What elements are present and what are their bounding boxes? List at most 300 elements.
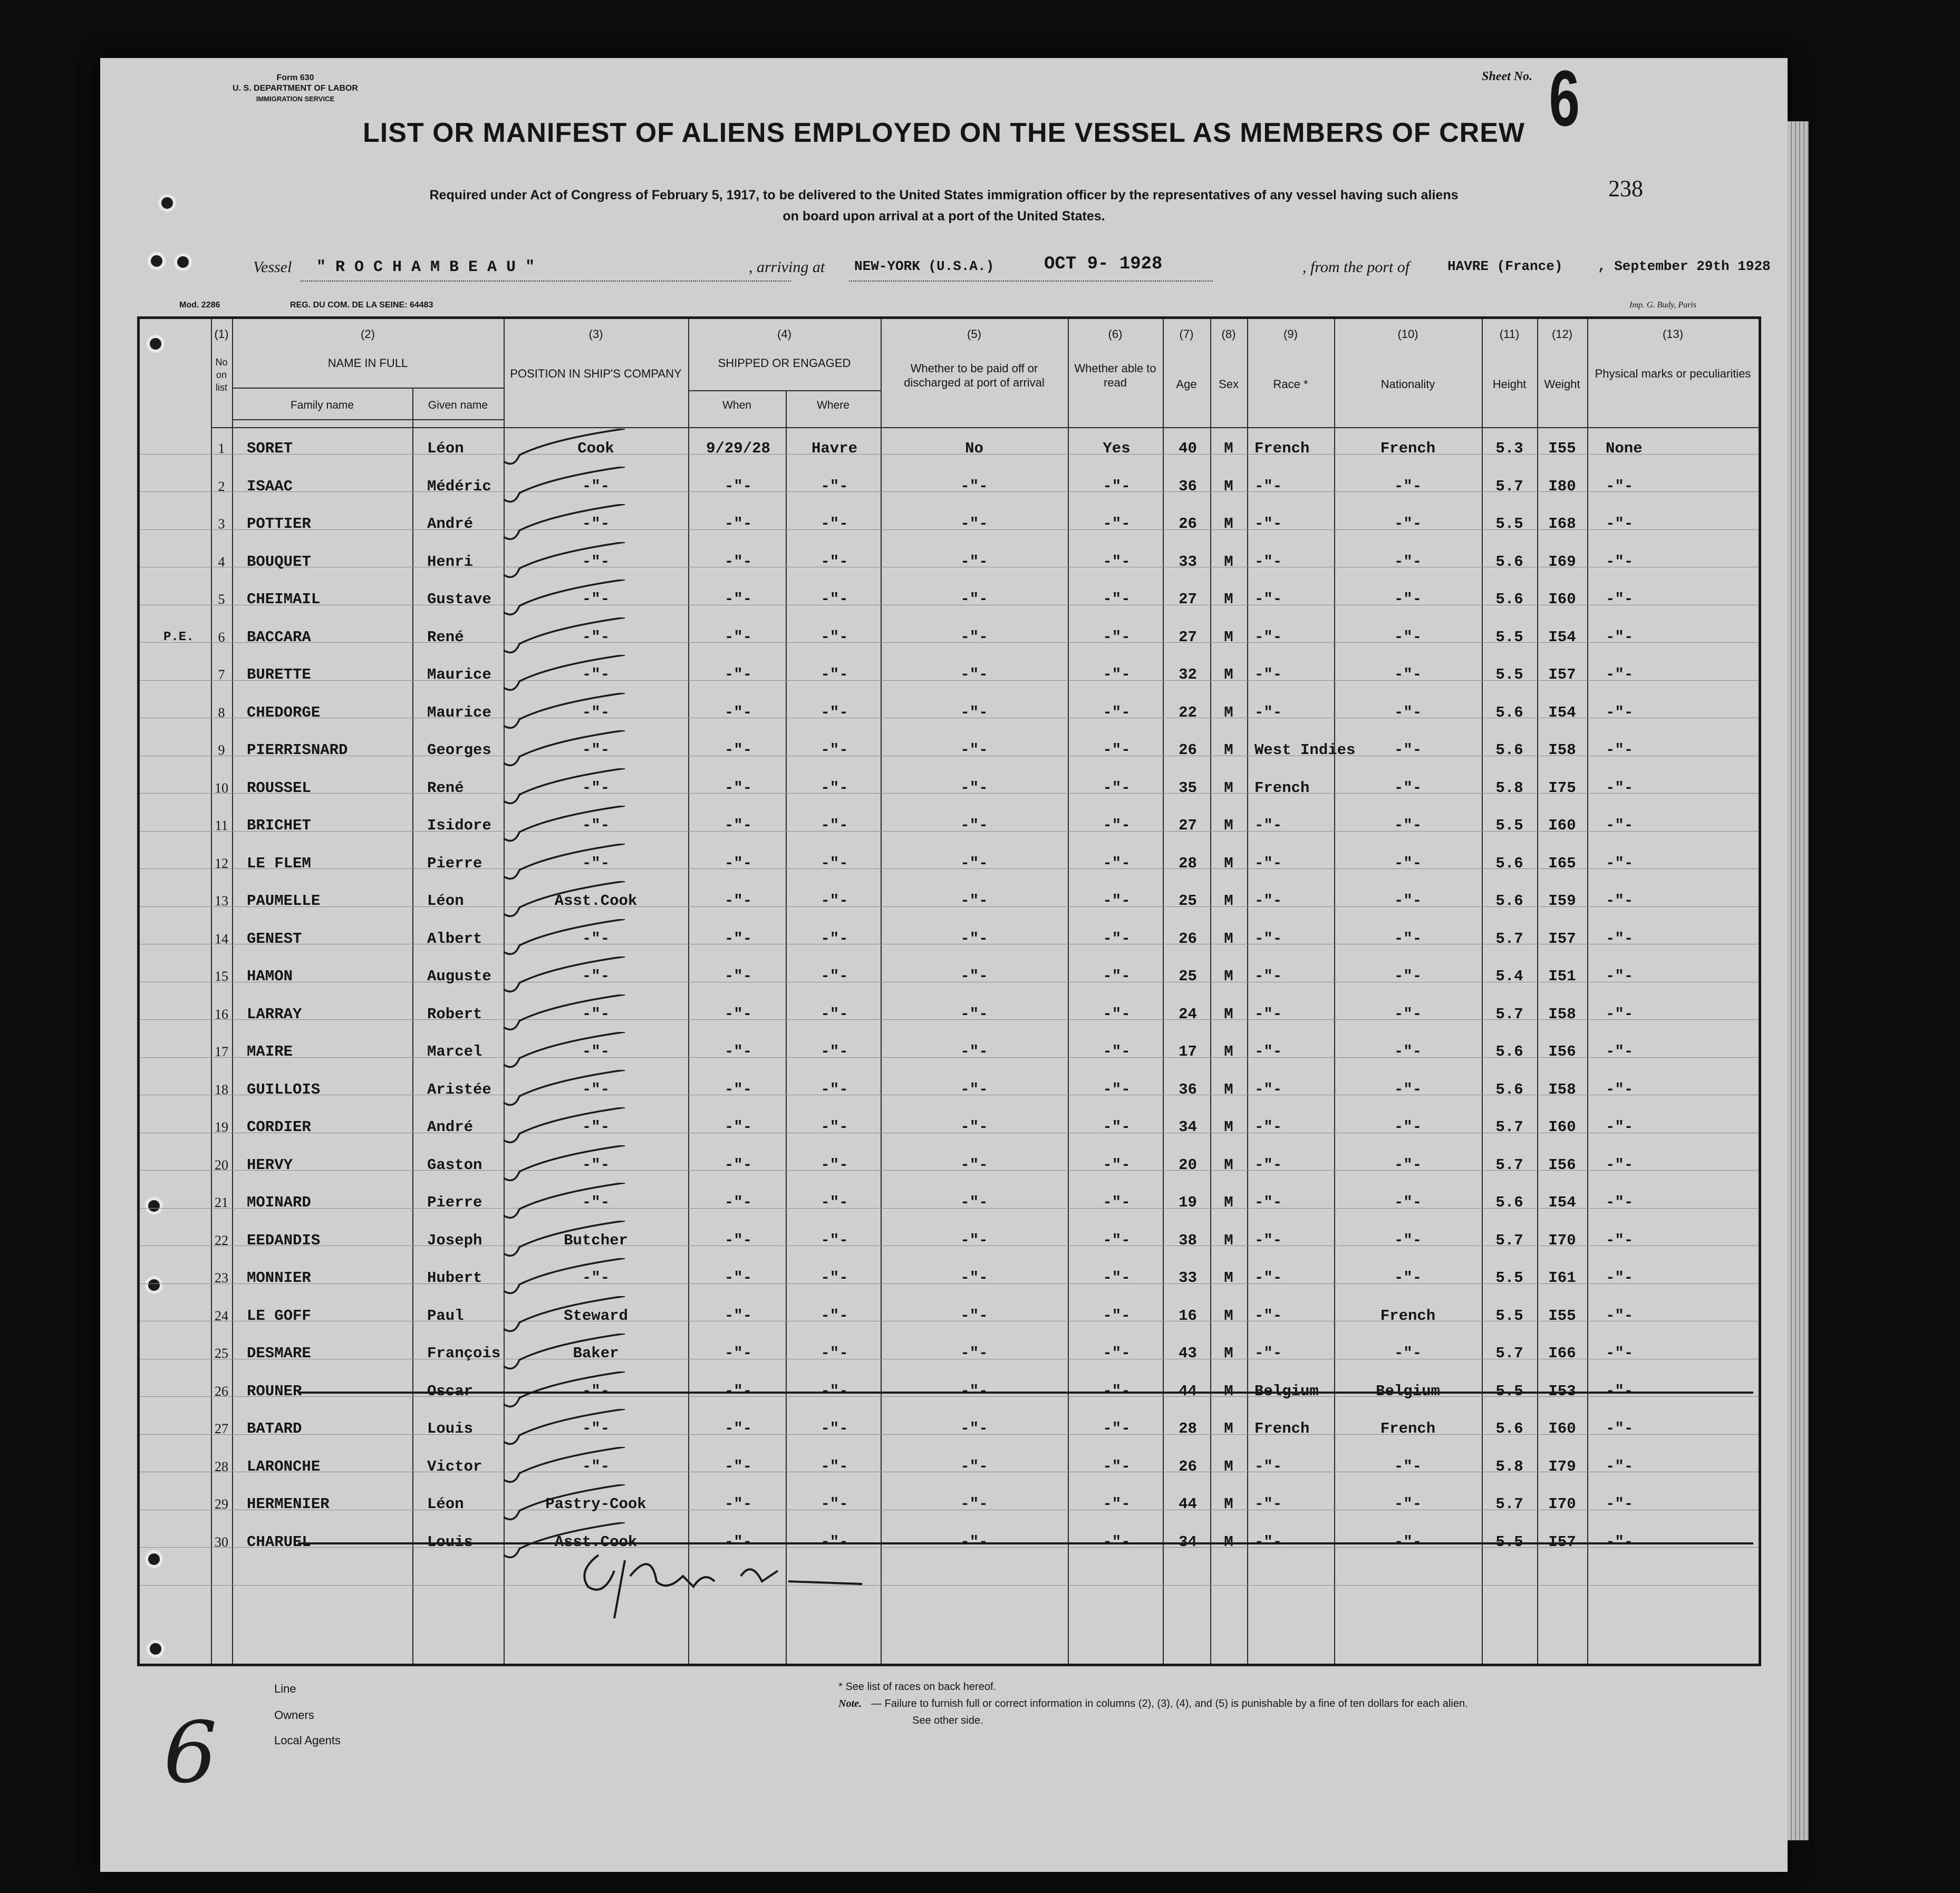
column-subheader-c2b: Given name — [428, 399, 488, 411]
cell-when: -"- — [724, 1005, 752, 1023]
cell-given: Paul — [427, 1307, 464, 1325]
cell-read: -"- — [1103, 892, 1131, 910]
cell-no: 12 — [215, 855, 228, 871]
arriving-label: , arriving at — [749, 258, 825, 276]
cell-race: -"- — [1254, 854, 1282, 872]
cell-no: 29 — [215, 1496, 228, 1512]
fill-line — [301, 281, 791, 282]
cell-height: 5.7 — [1495, 477, 1523, 495]
cell-sex: M — [1224, 1457, 1233, 1475]
cell-where: -"- — [820, 779, 848, 797]
cell-paid: -"- — [960, 892, 988, 910]
cell-where: -"- — [820, 515, 848, 533]
cell-where: -"- — [820, 1420, 848, 1437]
cell-when: -"- — [724, 817, 752, 834]
cell-race: -"- — [1254, 1533, 1282, 1551]
cell-paid: -"- — [960, 591, 988, 608]
cell-when: -"- — [724, 1495, 752, 1513]
cell-given: Léon — [427, 892, 464, 910]
cell-no: 24 — [215, 1308, 228, 1324]
cell-where: -"- — [820, 1080, 848, 1098]
cell-race: -"- — [1254, 968, 1282, 985]
cell-position: Asst.Cook — [554, 1533, 638, 1551]
cell-read: -"- — [1103, 628, 1131, 646]
cell-weight: I56 — [1548, 1156, 1576, 1174]
cell-paid: -"- — [960, 1307, 988, 1325]
cell-nationality: -"- — [1394, 477, 1422, 495]
cell-sex: M — [1224, 666, 1233, 683]
cell-family: HERVY — [247, 1156, 293, 1174]
cell-when: -"- — [724, 1533, 752, 1551]
cell-height: 5.6 — [1495, 1194, 1523, 1211]
cell-marks: -"- — [1606, 703, 1634, 721]
cell-where: -"- — [820, 553, 848, 571]
cell-family: MAIRE — [247, 1043, 293, 1060]
cell-paid: -"- — [960, 1345, 988, 1362]
cell-height: 5.5 — [1495, 628, 1523, 646]
cell-read: -"- — [1103, 1005, 1131, 1023]
cell-sex: M — [1224, 1495, 1233, 1513]
cell-marks: -"- — [1606, 1345, 1634, 1362]
cell-given: François — [427, 1345, 501, 1362]
cell-weight: I69 — [1548, 553, 1576, 571]
cell-height: 5.7 — [1495, 1495, 1523, 1513]
cell-marks: -"- — [1606, 1005, 1634, 1023]
cell-given: Médéric — [427, 477, 491, 495]
cell-age: 27 — [1179, 817, 1197, 834]
footer-note-label: Note. — [838, 1698, 862, 1710]
cell-nationality: French — [1380, 1307, 1436, 1325]
cell-when: -"- — [724, 1043, 752, 1060]
cell-family: HERMENIER — [247, 1495, 330, 1513]
cell-when: -"- — [724, 628, 752, 646]
cell-paid: -"- — [960, 1080, 988, 1098]
cell-position: -"- — [582, 703, 610, 721]
footer-owners-label: Owners — [274, 1708, 314, 1722]
cell-read: -"- — [1103, 515, 1131, 533]
cell-sex: M — [1224, 1231, 1233, 1249]
cell-no: 13 — [215, 893, 228, 909]
cell-race: -"- — [1254, 1269, 1282, 1287]
cell-sex: M — [1224, 1194, 1233, 1211]
cell-where: -"- — [820, 703, 848, 721]
cell-when: -"- — [724, 968, 752, 985]
cell-sex: M — [1224, 1005, 1233, 1023]
cell-position: -"- — [582, 817, 610, 834]
cell-sex: M — [1224, 1043, 1233, 1060]
cell-read: -"- — [1103, 1457, 1131, 1475]
column-subheader-c4b: Where — [817, 399, 849, 411]
cell-family: ISAAC — [247, 477, 293, 495]
subtitle — [179, 185, 1708, 227]
footer-note-3: See other side. — [912, 1715, 983, 1726]
cell-nationality: -"- — [1394, 1533, 1422, 1551]
cell-race: -"- — [1254, 1194, 1282, 1211]
cell-height: 5.7 — [1495, 930, 1523, 948]
cell-sex: M — [1224, 628, 1233, 646]
form-header — [216, 73, 374, 104]
cell-where: -"- — [820, 1307, 848, 1325]
column-header-c11: Height — [1492, 378, 1527, 391]
cell-given: Hubert — [427, 1269, 482, 1287]
cell-height: 5.5 — [1495, 1382, 1523, 1400]
cell-read: -"- — [1103, 477, 1131, 495]
cell-where: -"- — [820, 1043, 848, 1060]
cell-no: 5 — [218, 592, 225, 607]
cell-paid: -"- — [960, 854, 988, 872]
cell-nationality: -"- — [1394, 968, 1422, 985]
column-number-c12: (12) — [1551, 327, 1573, 341]
cell-where: -"- — [820, 930, 848, 948]
cell-race: French — [1254, 1420, 1310, 1437]
cell-height: 5.5 — [1495, 817, 1523, 834]
cell-family: BOUQUET — [247, 553, 311, 571]
cell-no: 9 — [218, 742, 225, 758]
cell-position: -"- — [582, 1269, 610, 1287]
cell-read: -"- — [1103, 591, 1131, 608]
cell-where: Havre — [811, 440, 857, 457]
cell-no: 6 — [218, 629, 225, 645]
cell-family: GUILLOIS — [247, 1080, 321, 1098]
cell-position: Steward — [564, 1307, 628, 1325]
cell-where: -"- — [820, 1382, 848, 1400]
cell-race: West Indies — [1254, 741, 1356, 759]
cell-height: 5.6 — [1495, 703, 1523, 721]
cell-paid: -"- — [960, 968, 988, 985]
cell-paid: -"- — [960, 779, 988, 797]
column-number-c7: (7) — [1179, 327, 1194, 341]
cell-given: Gaston — [427, 1156, 482, 1174]
column-header-c9: Race * — [1273, 378, 1308, 391]
cell-weight: I60 — [1548, 1118, 1576, 1136]
cell-height: 5.6 — [1495, 741, 1523, 759]
cell-sex: M — [1224, 892, 1233, 910]
cell-weight: I80 — [1548, 477, 1576, 495]
column-divider — [1068, 319, 1069, 1664]
cell-given: Joseph — [427, 1231, 482, 1249]
cell-position: -"- — [582, 1194, 610, 1211]
cell-race: -"- — [1254, 515, 1282, 533]
cell-family: EEDANDIS — [247, 1231, 321, 1249]
cell-position: -"- — [582, 1156, 610, 1174]
sheet-number-label: Sheet No. — [1482, 70, 1532, 83]
footer-note-1: * See list of races on back hereof. — [838, 1681, 997, 1693]
cell-nationality: -"- — [1394, 817, 1422, 834]
cell-nationality: -"- — [1394, 1080, 1422, 1098]
margin-number: 6 — [163, 1703, 217, 1802]
column-header-c10: Nationality — [1380, 378, 1435, 391]
cell-nationality: French — [1380, 1420, 1436, 1437]
cell-nationality: -"- — [1394, 1457, 1422, 1475]
cell-when: -"- — [724, 892, 752, 910]
signature-scrawl — [567, 1539, 936, 1624]
cell-race: -"- — [1254, 1005, 1282, 1023]
cell-weight: I68 — [1548, 515, 1576, 533]
arriving-port: NEW-YORK (U.S.A.) — [854, 258, 995, 274]
cell-when: -"- — [724, 1231, 752, 1249]
subtitle-line-2: on board upon arrival at a port of the United States. — [783, 209, 1105, 224]
cell-given: Georges — [427, 741, 491, 759]
cell-read: -"- — [1103, 553, 1131, 571]
cell-height: 5.5 — [1495, 666, 1523, 683]
cell-when: -"- — [724, 591, 752, 608]
cell-race: -"- — [1254, 666, 1282, 683]
cell-paid: -"- — [960, 1118, 988, 1136]
cell-height: 5.6 — [1495, 1043, 1523, 1060]
cell-family: BATARD — [247, 1420, 302, 1437]
cell-no: 18 — [215, 1081, 228, 1097]
cell-given: Maurice — [427, 666, 491, 683]
cell-height: 5.3 — [1495, 440, 1523, 457]
cell-height: 5.4 — [1495, 968, 1523, 985]
cell-race: -"- — [1254, 1156, 1282, 1174]
cell-read: -"- — [1103, 1269, 1131, 1287]
cell-race: -"- — [1254, 703, 1282, 721]
cell-race: -"- — [1254, 1457, 1282, 1475]
cell-weight: I56 — [1548, 1043, 1576, 1060]
column-divider — [786, 390, 787, 1664]
cell-read: -"- — [1103, 817, 1131, 834]
cell-family: BRICHET — [247, 817, 311, 834]
cell-given: Robert — [427, 1005, 482, 1023]
punch-hole — [158, 194, 176, 212]
cell-age: 27 — [1179, 591, 1197, 608]
cell-given: André — [427, 1118, 474, 1136]
cell-age: 35 — [1179, 779, 1197, 797]
cell-no: 4 — [218, 554, 225, 569]
cell-family: MOINARD — [247, 1194, 311, 1211]
cell-race: French — [1254, 779, 1310, 797]
cell-sex: M — [1224, 1420, 1233, 1437]
cell-age: 44 — [1179, 1382, 1197, 1400]
cell-marks: -"- — [1606, 1307, 1634, 1325]
footer-note-2: — Failure to furnish full or correct information in columns (2), (3), (4), and (5) is punishable by a fine of ten dollars for each alien. — [871, 1698, 1468, 1710]
cell-nationality: -"- — [1394, 1118, 1422, 1136]
cell-when: -"- — [724, 553, 752, 571]
cell-where: -"- — [820, 1005, 848, 1023]
cell-paid: -"- — [960, 930, 988, 948]
header-subline — [232, 419, 504, 420]
cell-height: 5.7 — [1495, 1005, 1523, 1023]
cell-sex: M — [1224, 968, 1233, 985]
cell-weight: I57 — [1548, 1533, 1576, 1551]
crew-manifest-table — [137, 316, 1761, 1666]
cell-nationality: -"- — [1394, 930, 1422, 948]
cell-marks: -"- — [1606, 553, 1634, 571]
cell-age: 26 — [1179, 515, 1197, 533]
cell-weight: I79 — [1548, 1457, 1576, 1475]
cell-marks: -"- — [1606, 854, 1634, 872]
cell-marks: -"- — [1606, 1457, 1634, 1475]
cell-position: Pastry-Cook — [545, 1495, 646, 1513]
cell-where: -"- — [820, 854, 848, 872]
cell-sex: M — [1224, 1533, 1233, 1551]
cell-age: 16 — [1179, 1307, 1197, 1325]
column-divider — [1587, 319, 1588, 1664]
cell-when: -"- — [724, 854, 752, 872]
cell-weight: I60 — [1548, 817, 1576, 834]
cell-race: -"- — [1254, 1345, 1282, 1362]
cell-when: -"- — [724, 1118, 752, 1136]
column-subheader-c2a: Family name — [290, 399, 354, 411]
cell-sex: M — [1224, 779, 1233, 797]
cell-marks: -"- — [1606, 1080, 1634, 1098]
cell-age: 22 — [1179, 703, 1197, 721]
cell-weight: I59 — [1548, 892, 1576, 910]
cell-marks: -"- — [1606, 1495, 1634, 1513]
cell-family: ROUSSEL — [247, 779, 311, 797]
cell-sex: M — [1224, 1118, 1233, 1136]
cell-height: 5.7 — [1495, 1345, 1523, 1362]
cell-weight: I57 — [1548, 666, 1576, 683]
cell-age: 25 — [1179, 968, 1197, 985]
cell-family: PIERRISNARD — [247, 741, 348, 759]
cell-where: -"- — [820, 968, 848, 985]
cell-paid: -"- — [960, 741, 988, 759]
cell-family: MONNIER — [247, 1269, 311, 1287]
printer-imprint: Imp. G. Budy, Paris — [1629, 301, 1697, 310]
cell-race: French — [1254, 440, 1310, 457]
cell-paid: -"- — [960, 1420, 988, 1437]
cell-nationality: -"- — [1394, 854, 1422, 872]
cell-paid: No — [965, 440, 983, 457]
header-subdivider — [232, 388, 504, 389]
cell-where: -"- — [820, 1118, 848, 1136]
cell-paid: -"- — [960, 666, 988, 683]
cell-age: 28 — [1179, 854, 1197, 872]
cell-height: 5.5 — [1495, 1269, 1523, 1287]
column-divider — [1163, 319, 1164, 1664]
sheet-number: 6 — [1549, 54, 1580, 142]
cell-read: -"- — [1103, 1231, 1131, 1249]
cell-given: Marcel — [427, 1043, 482, 1060]
from-port: HAVRE (France) — [1447, 258, 1563, 274]
footer — [206, 1672, 1735, 1803]
cell-height: 5.5 — [1495, 1307, 1523, 1325]
departure-date: , September 29th 1928 — [1598, 258, 1771, 274]
column-header-c12: Weight — [1544, 378, 1580, 391]
cell-when: -"- — [724, 1194, 752, 1211]
cell-weight: I58 — [1548, 1005, 1576, 1023]
cell-nationality: -"- — [1394, 1043, 1422, 1060]
cell-race: -"- — [1254, 1495, 1282, 1513]
cell-paid: -"- — [960, 477, 988, 495]
cell-family: CHARUEL — [247, 1533, 311, 1551]
cell-marks: -"- — [1606, 1269, 1634, 1287]
cell-weight: I54 — [1548, 628, 1576, 646]
column-header-c6: Whether able to read — [1074, 362, 1156, 389]
cell-marks: -"- — [1606, 1156, 1634, 1174]
cell-read: -"- — [1103, 1533, 1131, 1551]
cell-given: Léon — [427, 1495, 464, 1513]
cell-when: -"- — [724, 1080, 752, 1098]
cell-paid: -"- — [960, 1382, 988, 1400]
cell-given: Maurice — [427, 703, 491, 721]
arrival-date: OCT 9- 1928 — [1044, 254, 1163, 274]
cell-position: -"- — [582, 968, 610, 985]
column-header-c8: Sex — [1219, 378, 1239, 391]
cell-nationality: -"- — [1394, 703, 1422, 721]
vessel-label: Vessel — [253, 258, 292, 276]
cell-no: 22 — [215, 1232, 228, 1248]
cell-sex: M — [1224, 553, 1233, 571]
cell-weight: I58 — [1548, 741, 1576, 759]
cell-given: Victor — [427, 1457, 482, 1475]
cell-paid: -"- — [960, 1005, 988, 1023]
cell-family: DESMARE — [247, 1345, 311, 1362]
cell-marks: -"- — [1606, 515, 1634, 533]
cell-position: -"- — [582, 515, 610, 533]
cell-given: Léon — [427, 440, 464, 457]
cell-marks: -"- — [1606, 1420, 1634, 1437]
cell-when: -"- — [724, 515, 752, 533]
cell-family: POTTIER — [247, 515, 311, 533]
cell-weight: I66 — [1548, 1345, 1576, 1362]
cell-where: -"- — [820, 477, 848, 495]
cell-marks: -"- — [1606, 1194, 1634, 1211]
cell-marks: -"- — [1606, 1118, 1634, 1136]
cell-read: Yes — [1103, 440, 1131, 457]
cell-age: 28 — [1179, 1420, 1197, 1437]
cell-weight: I53 — [1548, 1382, 1576, 1400]
cell-marks: None — [1606, 440, 1643, 457]
cell-age: 44 — [1179, 1495, 1197, 1513]
cell-position: Baker — [573, 1345, 619, 1362]
cell-family: LARONCHE — [247, 1457, 321, 1475]
cell-marks: -"- — [1606, 591, 1634, 608]
cell-position: -"- — [582, 930, 610, 948]
cell-nationality: French — [1380, 440, 1436, 457]
cell-age: 34 — [1179, 1118, 1197, 1136]
cell-no: 25 — [215, 1346, 228, 1361]
cell-height: 5.5 — [1495, 1533, 1523, 1551]
cell-when: -"- — [724, 1307, 752, 1325]
cell-age: 40 — [1179, 440, 1197, 457]
cell-no: 30 — [215, 1534, 228, 1550]
cell-where: -"- — [820, 666, 848, 683]
cell-no: 14 — [215, 931, 228, 946]
cell-age: 26 — [1179, 1457, 1197, 1475]
cell-age: 27 — [1179, 628, 1197, 646]
cell-read: -"- — [1103, 1382, 1131, 1400]
cell-given: Albert — [427, 930, 482, 948]
cell-read: -"- — [1103, 741, 1131, 759]
cell-family: LARRAY — [247, 1005, 302, 1023]
cell-where: -"- — [820, 1495, 848, 1513]
cell-where: -"- — [820, 1533, 848, 1551]
column-number-c3: (3) — [588, 327, 603, 341]
cell-sex: M — [1224, 817, 1233, 834]
cell-sex: M — [1224, 930, 1233, 948]
cell-position: -"- — [582, 854, 610, 872]
cell-nationality: -"- — [1394, 553, 1422, 571]
cell-given: René — [427, 779, 464, 797]
column-number-c8: (8) — [1221, 327, 1236, 341]
cell-position: -"- — [582, 477, 610, 495]
service: IMMIGRATION SERVICE — [256, 95, 335, 103]
cell-paid: -"- — [960, 1043, 988, 1060]
cell-race: -"- — [1254, 628, 1282, 646]
header-subdivider — [688, 390, 881, 391]
cell-where: -"- — [820, 1457, 848, 1475]
cell-read: -"- — [1103, 968, 1131, 985]
cell-weight: I75 — [1548, 779, 1576, 797]
cell-marks: -"- — [1606, 1043, 1634, 1060]
punch-hole — [148, 252, 166, 270]
cell-sex: M — [1224, 741, 1233, 759]
form-number: Form 630 — [276, 73, 314, 82]
column-header-c2: NAME IN FULL — [327, 356, 408, 370]
